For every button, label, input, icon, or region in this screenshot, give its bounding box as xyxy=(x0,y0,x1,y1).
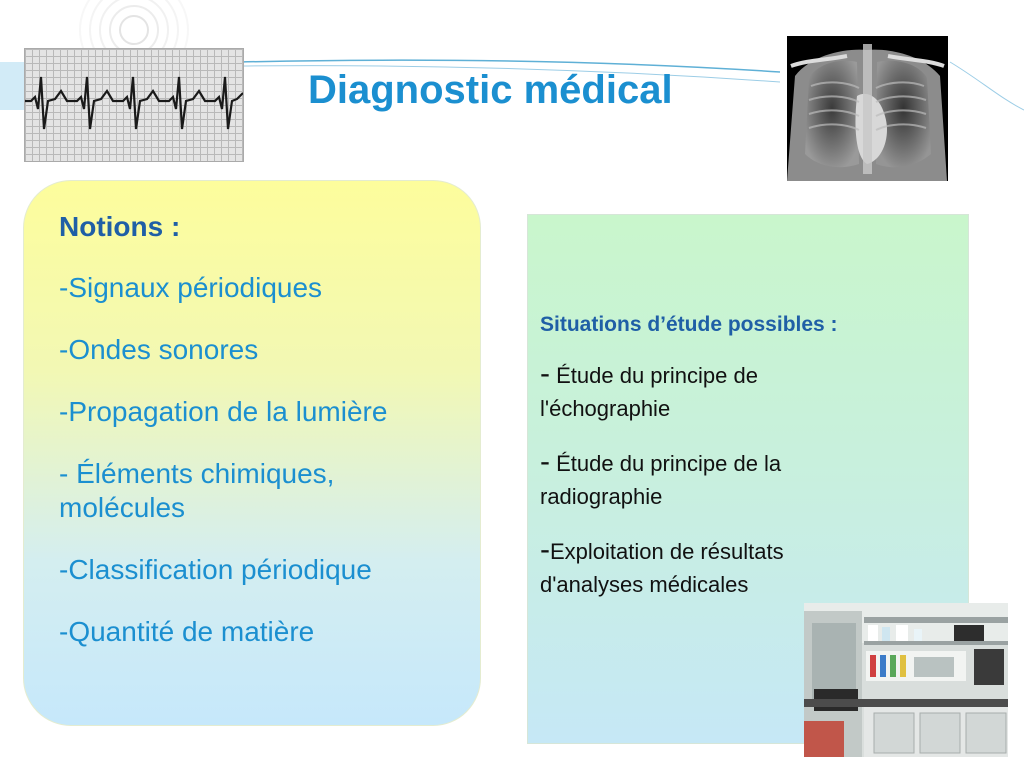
situations-list xyxy=(540,357,870,621)
list-item xyxy=(540,357,870,425)
list-item xyxy=(540,445,870,513)
list-item-text: Exploitation de résultats d'analyses médicales xyxy=(540,539,784,597)
slide-title: Diagnostic médical xyxy=(308,68,673,112)
list-item: -Quantité de matière xyxy=(59,616,315,647)
list-item: -Classification périodique xyxy=(59,554,372,585)
dash-marker: - xyxy=(540,445,550,478)
list-item-text: Étude du principe de la radiographie xyxy=(540,451,782,509)
list-item xyxy=(540,533,870,601)
list-item-text: Étude du principe de l'échographie xyxy=(540,363,758,421)
dash-marker: - xyxy=(540,533,550,566)
chest-xray-image xyxy=(787,36,948,181)
laboratory-photo xyxy=(804,603,1008,757)
situations-heading: Situations d’étude possibles : xyxy=(540,313,838,336)
notions-list xyxy=(59,271,459,677)
notions-panel xyxy=(23,180,481,726)
ecg-trace-image xyxy=(24,48,244,162)
list-item: - Éléments chimiques, molécules xyxy=(59,458,335,523)
notions-heading: Notions : xyxy=(59,211,181,242)
list-item: -Propagation de la lumière xyxy=(59,396,388,427)
list-item: -Ondes sonores xyxy=(59,334,259,365)
list-item: -Signaux périodiques xyxy=(59,272,323,303)
dash-marker: - xyxy=(540,357,550,390)
